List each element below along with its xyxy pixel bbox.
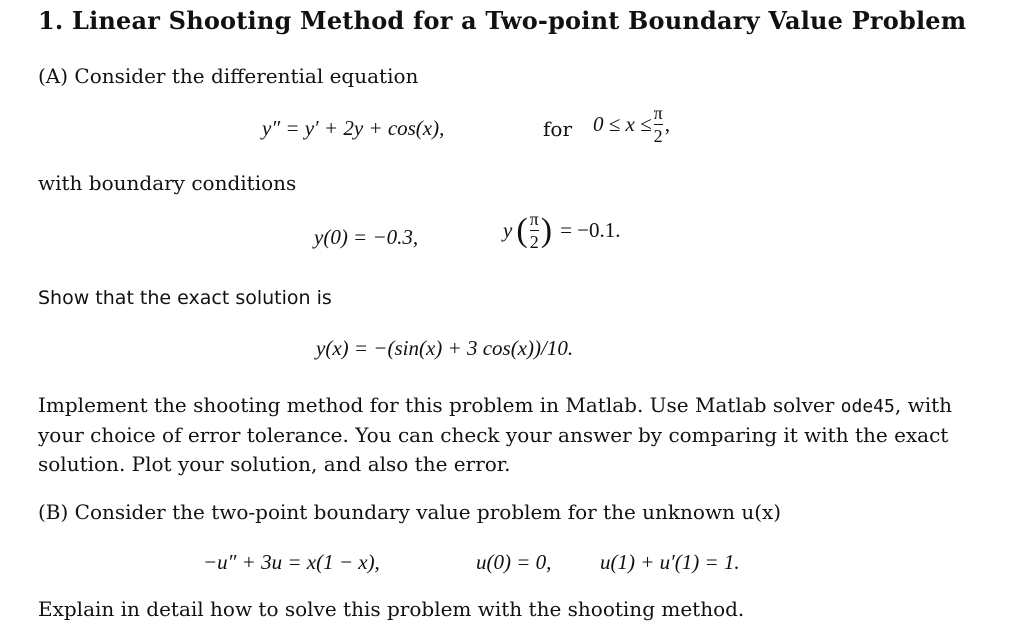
pi-over-two-fraction [654,104,663,145]
bc2-pi-over-two [530,210,539,251]
bc2-y: y [503,218,513,242]
exact-solution-equation: y(x) = −(sin(x) + 3 cos(x))/10. [316,336,574,360]
bc2-numerator: π [529,209,539,229]
problem-title: 1. Linear Shooting Method for a Two-point Boundary Value Problem [38,6,967,35]
part-b-bc-left: u(0) = 0, [476,550,552,574]
bc2-rhs: = −0.1. [560,218,621,242]
part-b-explain: Explain in detail how to solve this problem with the shooting method. [38,597,745,621]
part-b-intro: (B) Consider the two-point boundary value problem for the unknown u(x) [38,500,782,524]
bc2-fraction-bar [530,230,539,231]
part-b-bc-right: u(1) + u′(1) = 1. [600,550,740,574]
range-prefix: 0 ≤ x ≤ [593,112,652,136]
implement-text-pre: Implement the shooting method for this problem in Matlab. Use Matlab solver [38,393,841,417]
part-a-intro: (A) Consider the differential equation [38,64,419,88]
part-b-ode: −u″ + 3u = x(1 − x), [203,550,380,574]
left-paren: ( [516,211,528,249]
implementation-instructions [38,391,968,479]
boundary-conditions-intro: with boundary conditions [38,171,297,195]
fraction-numerator: π [653,103,663,123]
fraction-denominator: 2 [653,126,663,146]
implement-text-post: , with your choice of error tolerance. You can check your answer by comparing it with the exact solution. Plot your solution, and also the error. [38,393,953,476]
exact-solution-intro: Show that the exact solution is [38,287,332,309]
solver-name: ode45 [840,396,895,417]
bc2-denominator: 2 [529,232,539,252]
differential-equation: y″ = y′ + 2y + cos(x), [262,116,445,140]
domain-range [593,104,670,145]
right-paren: ) [540,211,553,249]
boundary-condition-2 [503,210,621,251]
fraction-bar [654,124,663,125]
boundary-condition-1: y(0) = −0.3, [314,225,419,249]
trailing-comma: , [664,112,670,136]
eq-for-label: for [543,117,573,141]
